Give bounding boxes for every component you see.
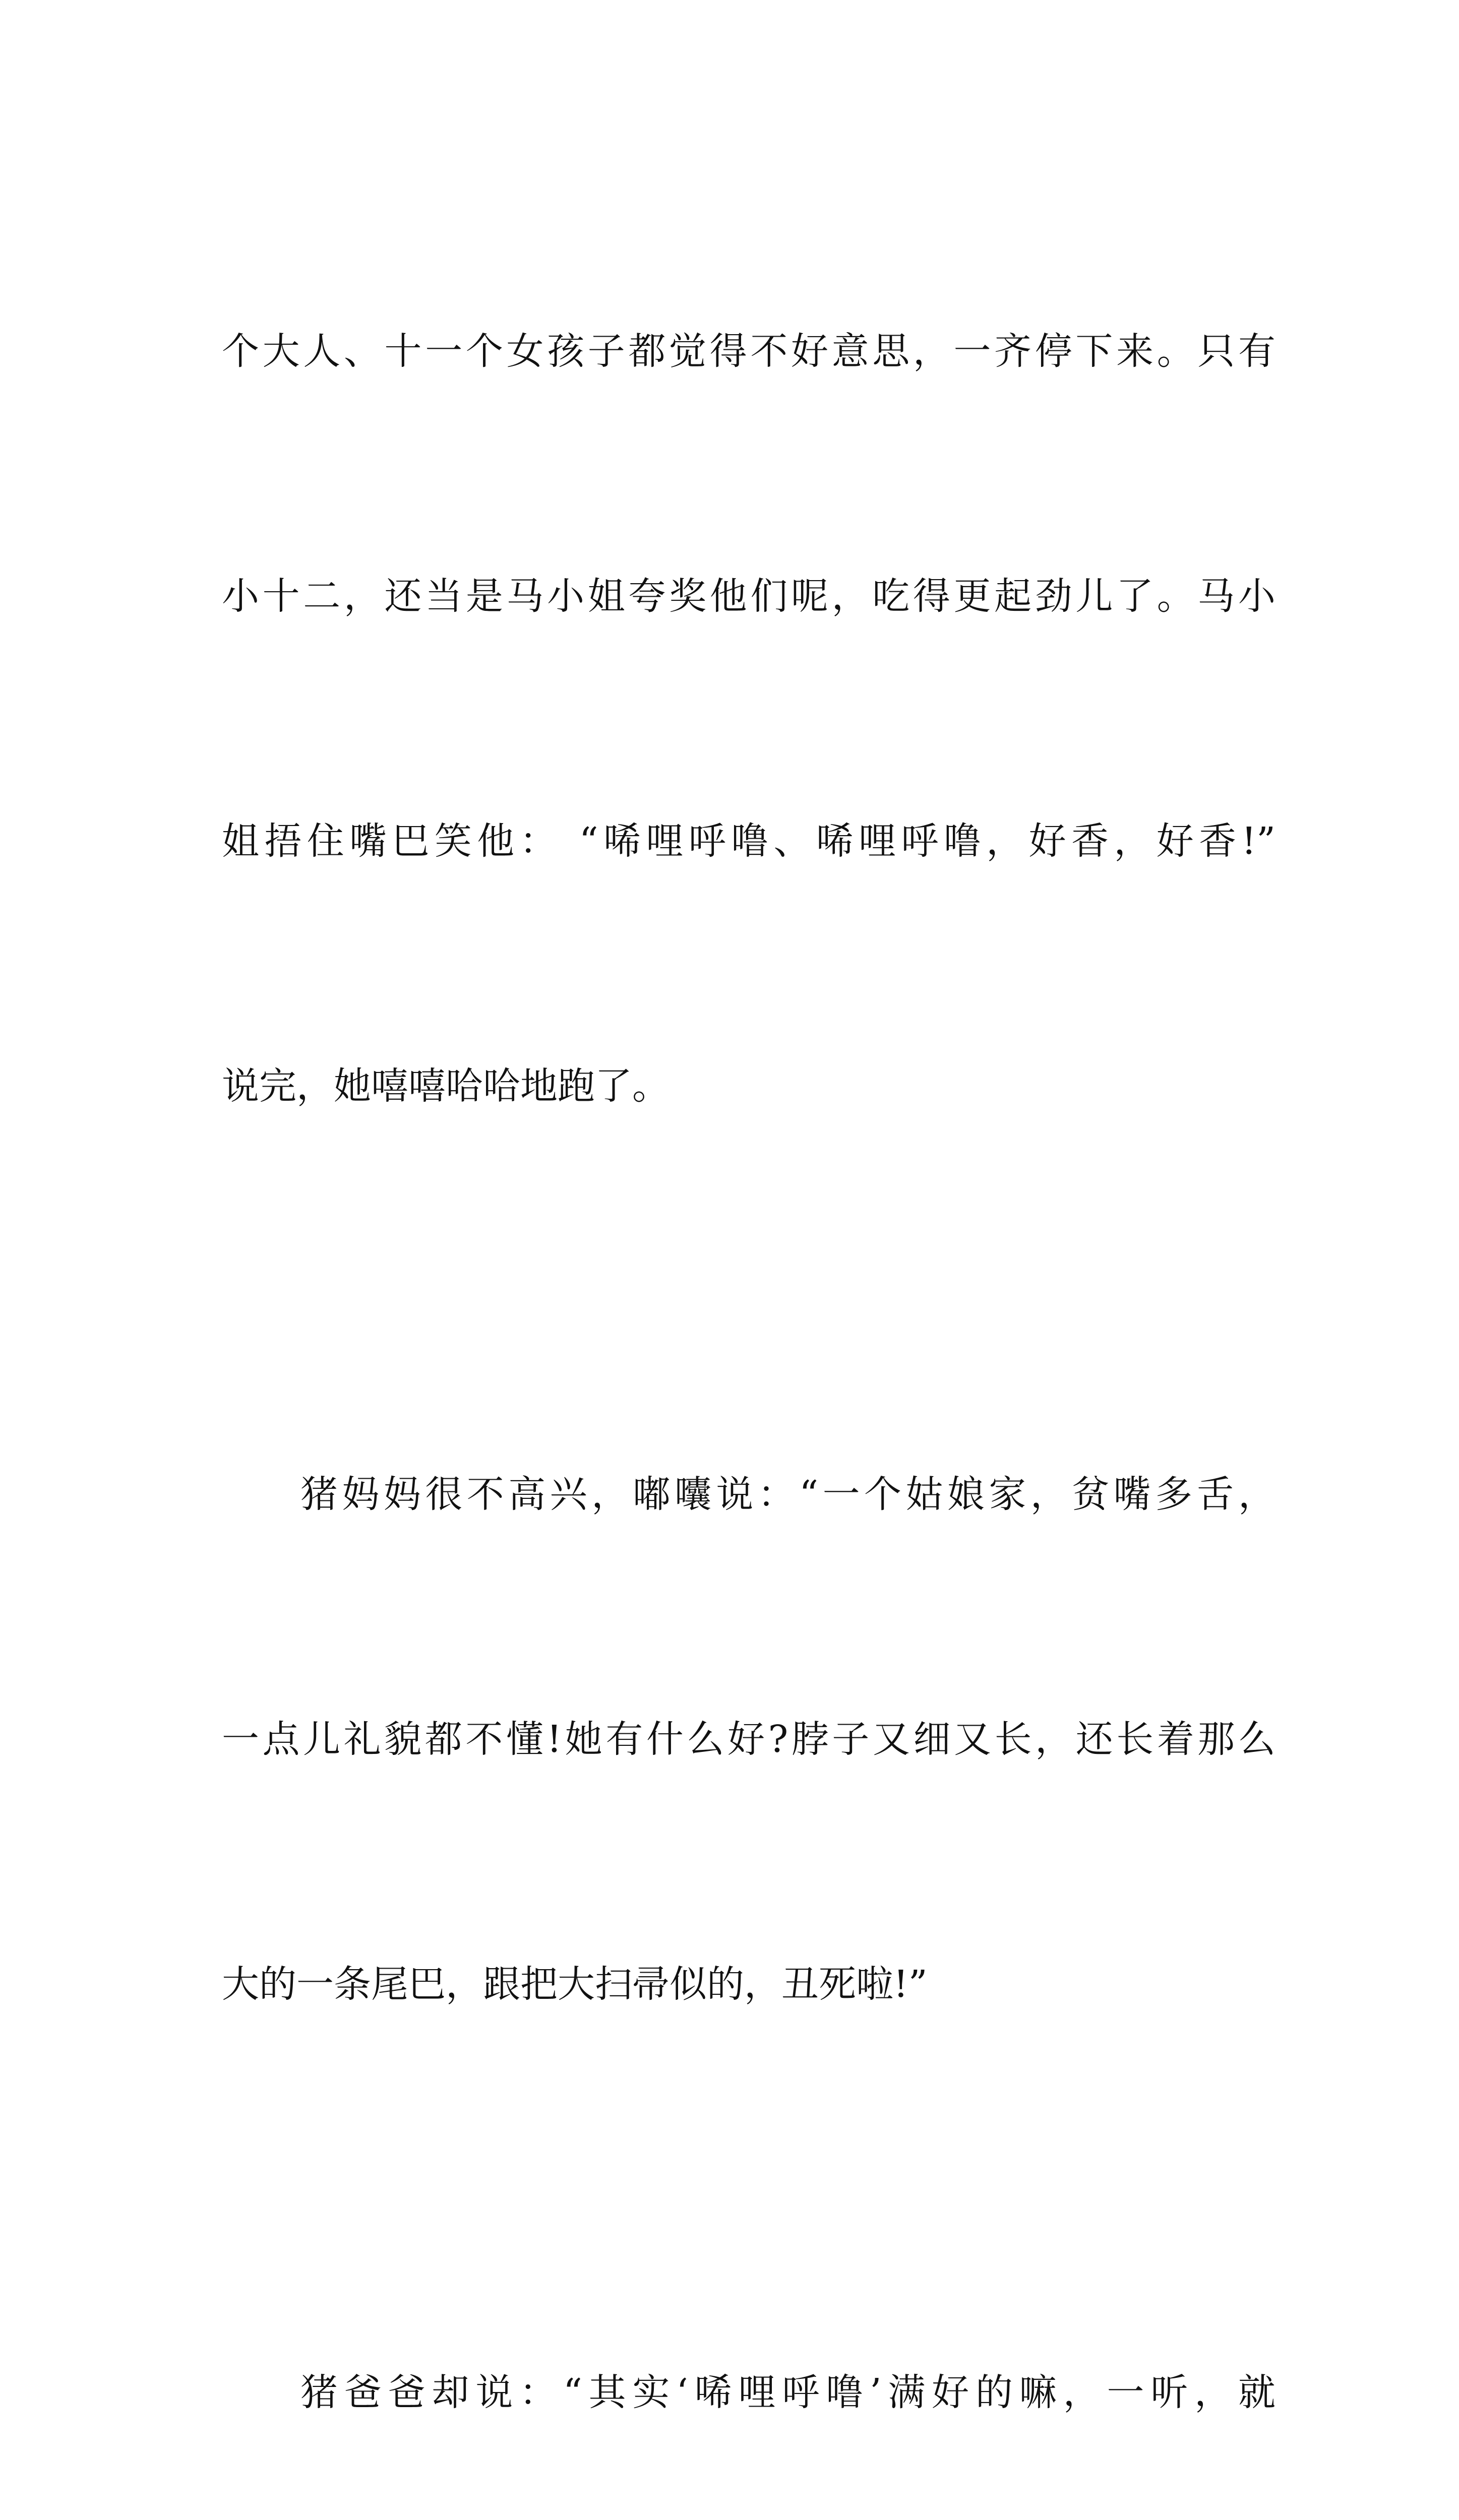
- text-line: 说完，她嘻嘻哈哈地跑了。: [222, 1064, 670, 1108]
- paragraph-3: [222, 2188, 1275, 2520]
- paragraph-2: [222, 1290, 1275, 2188]
- text-line: 猪妈妈很不高兴，嘟囔说：“一个姑娘家，贫嘴多舌，: [300, 1473, 1275, 1516]
- text-line: 一点儿礼貌都不懂!她有什么好?脖子又细又长，还长着那么: [222, 1718, 1275, 1761]
- text-line: 大的一条尾巴，跟把大扫帚似的，丑死啦!”: [222, 1963, 928, 2006]
- document-body: [222, 147, 1275, 2520]
- text-line: 小十二，还当是马小姐夸奖他们呢，吃得更起劲儿了。马小: [222, 575, 1275, 618]
- text-line: 个大人、十一个女孩子都觉得不好意思，一齐停下来。只有: [222, 330, 1275, 373]
- text-line: 姐捂住嘴巴笑他： “唏哩呼噜、唏哩呼噜，好香，好香!”: [222, 820, 1275, 863]
- paragraph-1: [222, 147, 1275, 1290]
- text-line: 猪爸爸却说：“其实‘唏哩呼噜’满好的嘛，一听，就: [300, 2371, 1275, 2414]
